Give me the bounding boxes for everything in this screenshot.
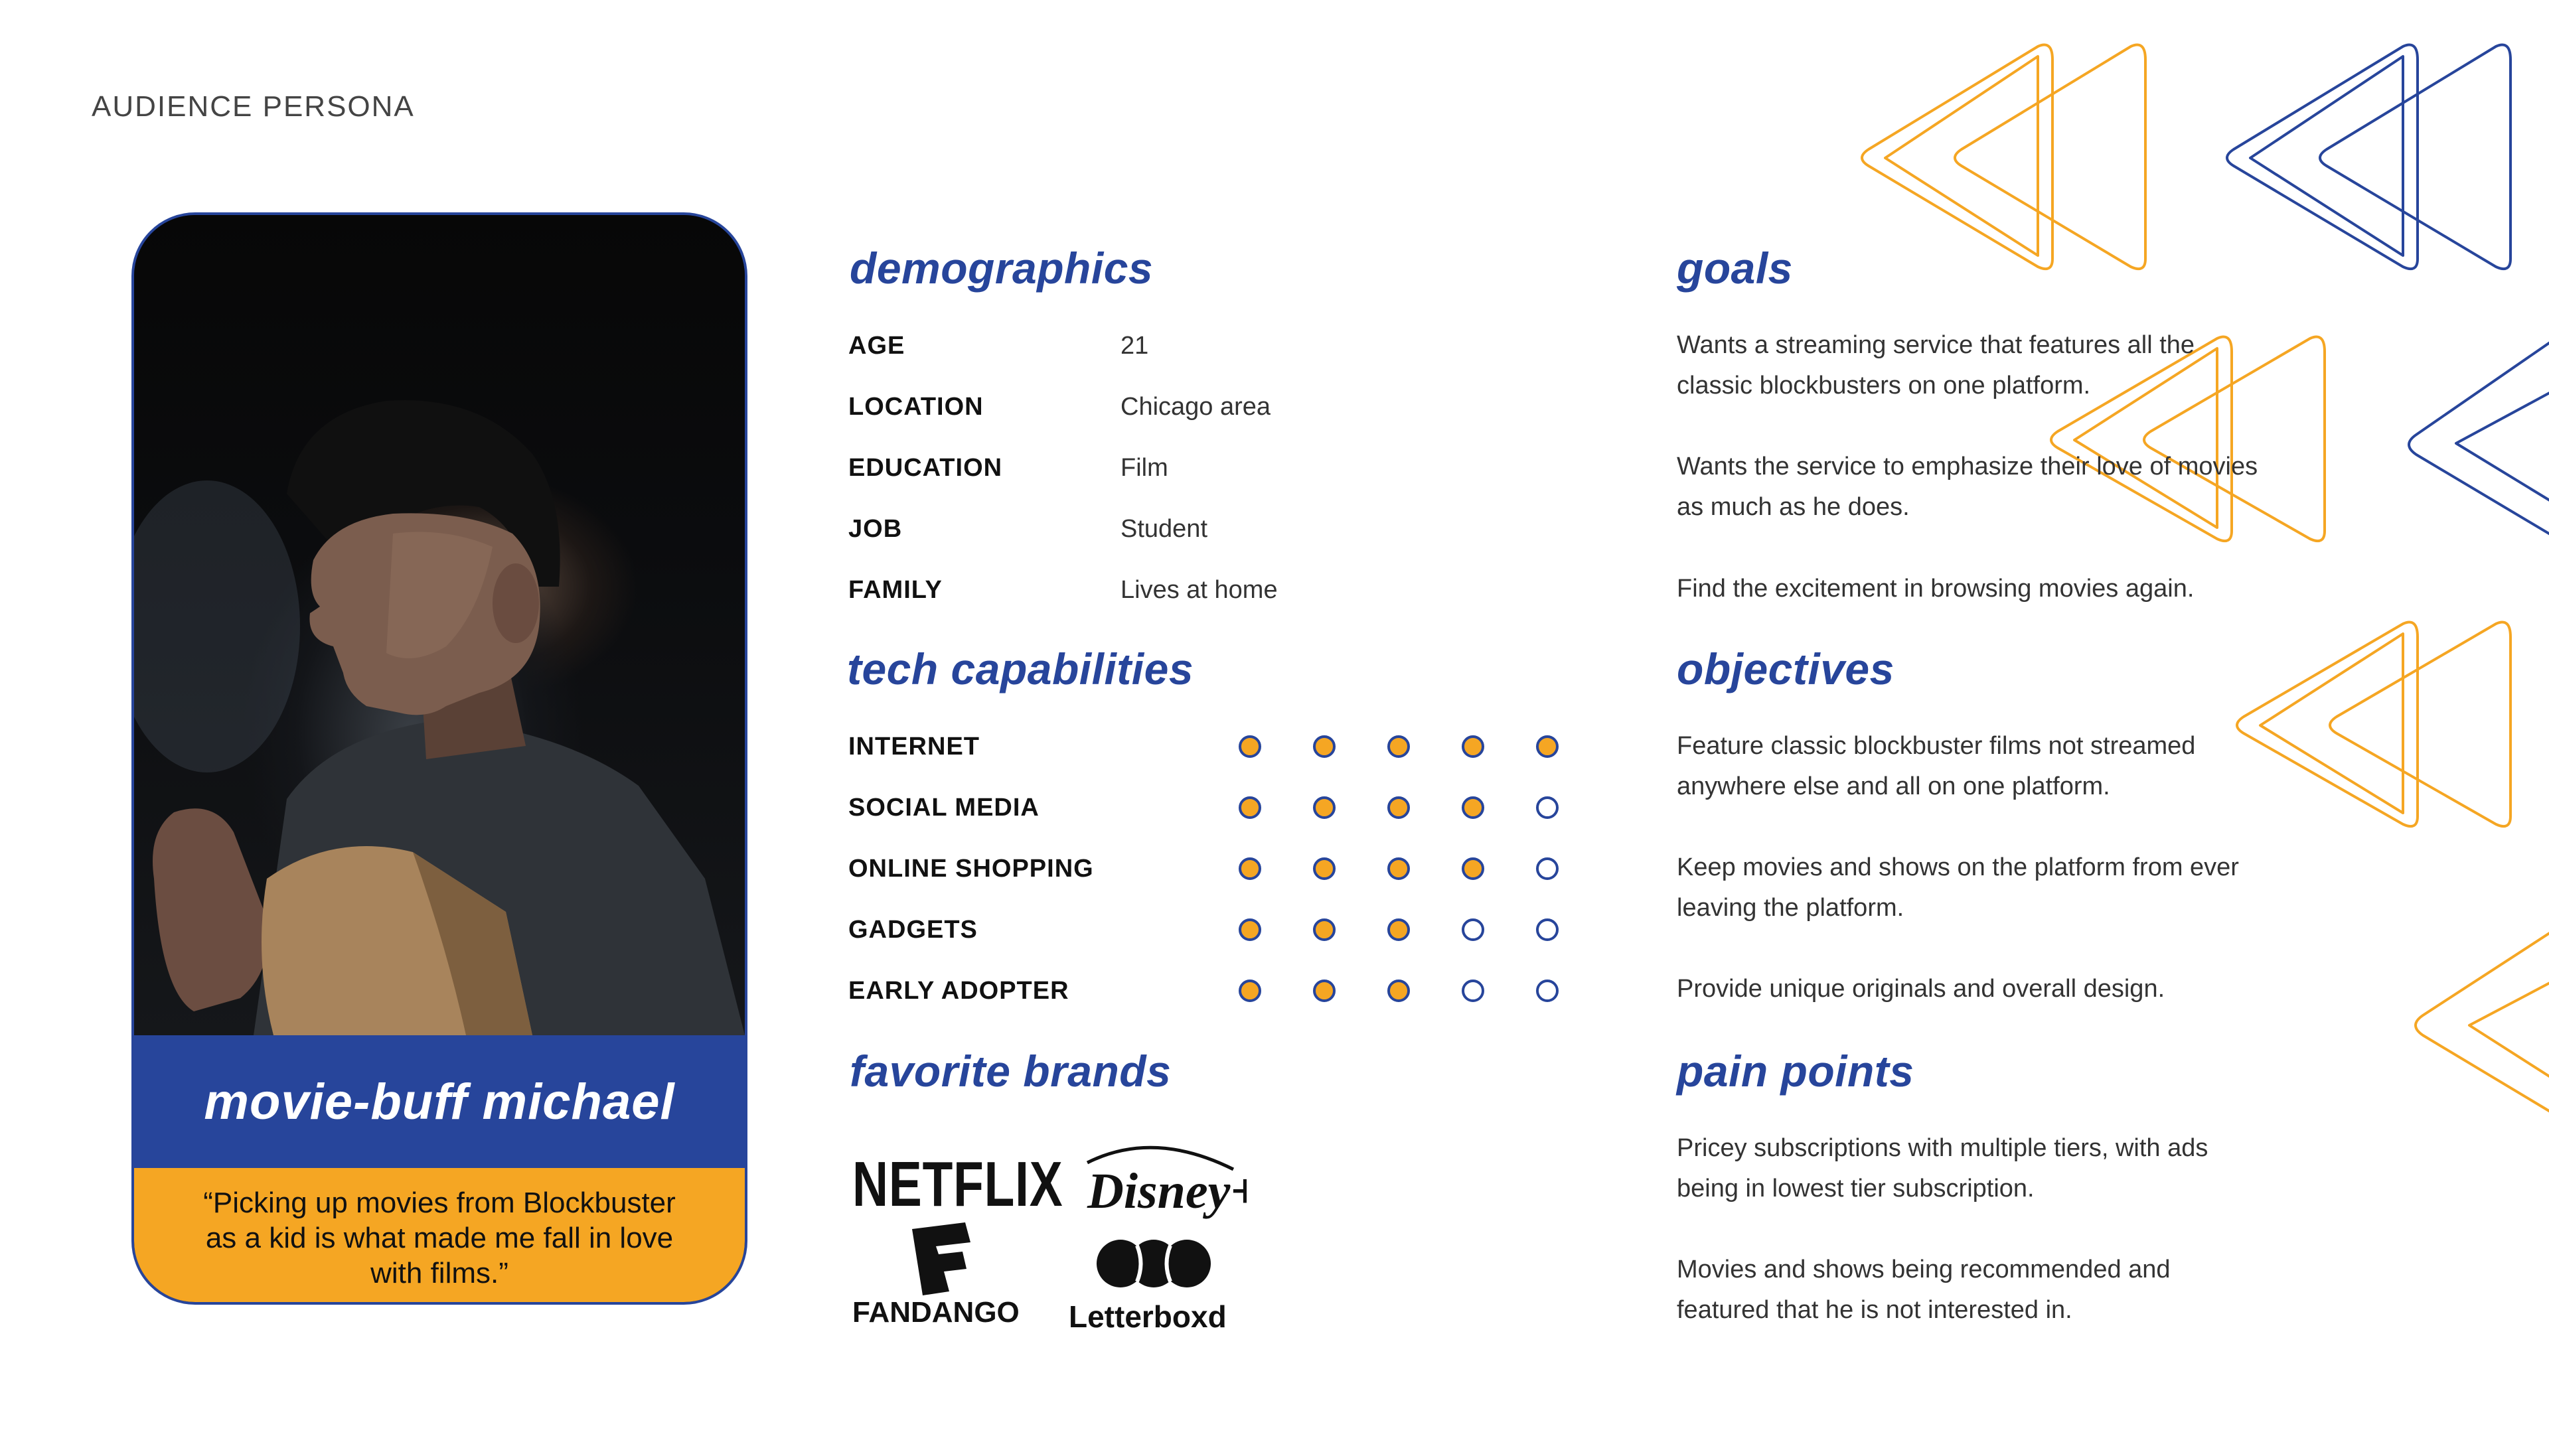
favorite-brands-heading: favorite brands xyxy=(850,1047,1172,1096)
rating-dot-filled xyxy=(1387,857,1410,880)
demographics-label: LOCATION xyxy=(848,393,984,421)
page-label: AUDIENCE PERSONA xyxy=(92,90,415,123)
demographics-value: Lives at home xyxy=(1120,576,1278,604)
demographics-label: EDUCATION xyxy=(848,454,1003,482)
tech-label: GADGETS xyxy=(848,916,978,944)
rating-dot-empty xyxy=(1536,796,1559,819)
objective-item: Provide unique originals and overall design. xyxy=(1677,975,2165,1003)
tech-capabilities-heading: tech capabilities xyxy=(847,644,1194,693)
persona-silhouette xyxy=(134,215,745,1035)
disney-plus-wordmark: Disney+ xyxy=(1087,1163,1247,1219)
rating-dot-filled xyxy=(1313,857,1336,880)
rating-dot-empty xyxy=(1462,980,1484,1002)
persona-name-band xyxy=(134,1035,745,1168)
tech-label: EARLY ADOPTER xyxy=(848,977,1069,1005)
rating-dot-filled xyxy=(1313,918,1336,941)
rating-dot-filled xyxy=(1313,796,1336,819)
goal-item: Find the excitement in browsing movies again. xyxy=(1677,575,2195,603)
pain-point-item: Movies and shows being recommended and featured that he is not interested in. xyxy=(1677,1256,2171,1324)
pain-points-heading: pain points xyxy=(1677,1047,1914,1096)
rating-dot-filled xyxy=(1387,796,1410,819)
letterboxd-logo xyxy=(1066,1236,1252,1339)
rating-dot-empty xyxy=(1536,918,1559,941)
rating-dot-empty xyxy=(1536,857,1559,880)
rating-dot-filled xyxy=(1387,735,1410,758)
disney-plus-logo xyxy=(1074,1136,1247,1232)
rewind-arrow-icon xyxy=(1862,45,2145,269)
demographics-label: AGE xyxy=(848,332,905,360)
rating-dot-filled xyxy=(1239,796,1261,819)
tech-label: ONLINE SHOPPING xyxy=(848,855,1094,883)
rewind-arrow-icon xyxy=(2227,45,2510,269)
persona-quote: “Picking up movies from Blockbuster as a kid is what made me fall in love with films.” xyxy=(203,1186,676,1289)
rating-dot-filled xyxy=(1462,735,1484,758)
persona-quote-band xyxy=(134,1168,745,1305)
rating-dot-filled xyxy=(1536,735,1559,758)
persona-card xyxy=(131,212,747,1305)
rewind-arrow-icon xyxy=(2237,622,2510,827)
demographics-value: Student xyxy=(1120,515,1207,543)
rating-dot-filled xyxy=(1313,980,1336,1002)
rating-dot-filled xyxy=(1387,918,1410,941)
demographics-label: FAMILY xyxy=(848,576,943,604)
rating-dot-filled xyxy=(1462,796,1484,819)
goal-item: Wants a streaming service that features all the classic blockbusters on one platform. xyxy=(1677,331,2195,400)
demographics-label: JOB xyxy=(848,515,903,543)
rating-dot-filled xyxy=(1239,918,1261,941)
objective-item: Keep movies and shows on the platform from ever leaving the platform. xyxy=(1677,853,2239,922)
rewind-arrow-icon xyxy=(2409,338,2549,538)
letterboxd-wordmark: Letterboxd xyxy=(1069,1299,1227,1334)
goals-heading: goals xyxy=(1677,244,1793,293)
netflix-logo: NETFLIX xyxy=(852,1149,1063,1220)
fandango-f-icon xyxy=(912,1222,970,1295)
pain-point-item: Pricey subscriptions with multiple tiers, with ads being in lowest tier subscription. xyxy=(1677,1134,2208,1202)
rating-dot-filled xyxy=(1387,980,1410,1002)
rating-dot-empty xyxy=(1536,980,1559,1002)
tech-label: INTERNET xyxy=(848,733,980,761)
objectives-heading: objectives xyxy=(1677,644,1894,693)
fandango-logo xyxy=(852,1222,1051,1332)
rating-dot-filled xyxy=(1239,857,1261,880)
persona-photo xyxy=(134,215,745,1035)
tech-label: SOCIAL MEDIA xyxy=(848,794,1040,822)
demographics-value: Film xyxy=(1120,454,1168,482)
rating-dot-empty xyxy=(1462,918,1484,941)
objective-item: Feature classic blockbuster films not streamed anywhere else and all on one platform. xyxy=(1677,732,2196,800)
rating-dot-filled xyxy=(1462,857,1484,880)
fandango-wordmark: FANDANGO xyxy=(852,1296,1020,1329)
rewind-arrow-icon xyxy=(2416,929,2549,1115)
demographics-value: 21 xyxy=(1120,332,1149,360)
letterboxd-dots-icon xyxy=(1097,1240,1211,1287)
persona-name: movie-buff michael xyxy=(204,1073,675,1130)
rating-dot-filled xyxy=(1239,735,1261,758)
demographics-heading: demographics xyxy=(850,244,1154,293)
rating-dot-filled xyxy=(1313,735,1336,758)
demographics-value: Chicago area xyxy=(1120,393,1271,421)
goal-item: Wants the service to emphasize their love of movies as much as he does. xyxy=(1677,453,2258,521)
rating-dot-filled xyxy=(1239,980,1261,1002)
